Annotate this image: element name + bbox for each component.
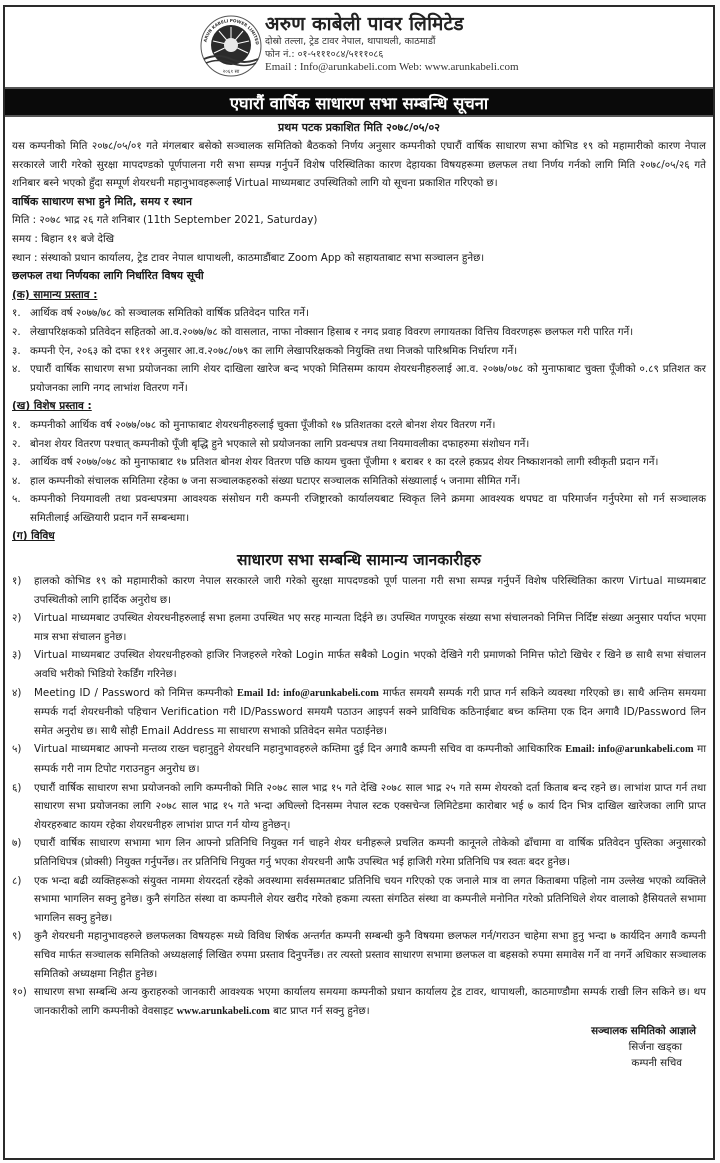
item-number: १. bbox=[12, 418, 21, 431]
meeting-date: मिति : २०७८ भाद्र २६ गते शनिबार (11th September 2021, Saturday) bbox=[12, 214, 318, 227]
item-number: ७) bbox=[12, 837, 22, 850]
meeting-time: समय : बिहान ११ बजे देखि bbox=[12, 232, 115, 245]
list-item bbox=[12, 740, 706, 778]
publication-date: प्रथम पटक प्रकाशित मिति २०७८/०५/०२ bbox=[278, 121, 440, 134]
item-text: एक भन्दा बढी व्यक्तिहरूको संयुक्त नाममा शेयरदर्ता रहेको अवस्थामा सर्वसम्मतबाट प्रतिनिधि चयन गरिएको एक जनाले मात्र वा लगत किताबमा पहिलो नाम उल्लेख भएको व्यक्तिले सभामा भागलिन सक्नु हुनेछ। कुनै संगठित संस्था वा कम्पनीले शेयर खरीद गरेको हकमा त्यस्ता संगठित संस्था वा कम्पनीले मनोनित गरेको प्रतिनिधिले शेयर वालाको हैसियतले सभामा भागलिन सक्नु हुनेछ। bbox=[34, 874, 706, 924]
item-text: कम्पनीको आर्थिक वर्ष २०७७/०७८ को मुनाफाबाट शेयरधनीहरुलाई चुक्ता पूँजीको १७ प्रतिशतका दरले बोनश शेयर वितरण गर्ने। bbox=[30, 418, 496, 431]
item-text: हालको कोभिड १९ को महामारीको कारण नेपाल सरकारले जारी गरेको सुरक्षा मापदण्डको पूर्ण पालना गरी सभा सम्पन्न गर्नुपर्ने विशेष परिस्थितिका कारण Virtual माध्यमबाट उपस्थितीको लागि हार्दिक अनुरोध छ। bbox=[34, 575, 706, 606]
signature-by-order: सञ्चालक समितिको आज्ञाले bbox=[591, 1025, 696, 1038]
item-text-part: मार्फत समयमै सम्पर्क गरी प्राप्त गर्न सकिने व्यवस्था गरिएको छ। साथै अन्तिम समयमा सम्पर्क गर्दा शेयरधनीको पहिचान Verification गरी ID/Password समयमै पठाउन आइपर्न सक्ने प्राविधिक कठिनाईबाट बच्न कम्तिमा एक दिन अगावै ID/Password लिन समेत अनुरोध छ। साथै सोही Email Address मा साधारण सभाको प्रतिवेदन समेत पठाईनेछ। bbox=[34, 686, 706, 737]
list-item bbox=[12, 435, 706, 454]
letterhead bbox=[5, 7, 713, 87]
item-number: ३. bbox=[12, 456, 21, 469]
item-number: ३) bbox=[12, 649, 22, 662]
item-number: १. bbox=[12, 307, 21, 320]
company-info bbox=[265, 13, 519, 74]
item-number: ४) bbox=[12, 686, 22, 699]
item-text: आर्थिक वर्ष २०७७/७८ को सञ्चालक समितिको वार्षिक प्रतिवेदन पारित गर्ने। bbox=[30, 307, 309, 320]
item-number: ४. bbox=[12, 363, 21, 376]
meeting-venue: स्थान : संस्थाको प्रधान कार्यालय, ट्रेड टावर नेपाल थापाथली, काठमाडौंबाट Zoom App को सहायताबाट सभा सञ्चालन हुनेछ। bbox=[12, 251, 485, 264]
list-item bbox=[12, 872, 706, 928]
agenda-heading: छलफल तथा निर्णयका लागि निर्धारित विषय सूची bbox=[12, 269, 204, 283]
item-number: १) bbox=[12, 575, 22, 588]
item-text: Virtual माध्यमबाट उपस्थित शेयरधनीहरुलाई सभा हलमा उपस्थित भए सरह मान्यता दिईने छ। उपस्थित गणपूरक संख्या सभा संचालनको निमित्त निर्दिष्ट संख्या अनुसार पर्याप्त भएमा मात्र सभा संचालन हुनेछ। bbox=[34, 612, 706, 643]
list-item bbox=[12, 360, 706, 397]
item-text-part: Meeting ID / Password को निमित्त कम्पनीको bbox=[34, 686, 238, 699]
list-item bbox=[12, 304, 706, 323]
item-text: एघारौं वार्षिक साधारण सभामा भाग लिन आफ्नो प्रतिनिधि नियुक्त गर्न चाहने शेयर धनीहरूले प्रचलित कम्पनी कानूनले तोकेको ढाँचामा वा वार्षिक प्रतिवेदन पुस्तिका अनुसारको प्रतिनिधिपत्र (प्रोक्सी) नियुक्त गर्नुपर्नेछ। तर प्रतिनिधि नियुक्त गर्नु भएका शेयरधनी आफै उपस्थित भई हाजिरी गरेमा प्रतिनिधि पत्र स्वतः बदर हुनेछ। bbox=[34, 837, 706, 868]
item-number: ४. bbox=[12, 474, 21, 487]
item-text bbox=[34, 983, 706, 1021]
item-number: ८) bbox=[12, 874, 22, 887]
item-number: ६) bbox=[12, 781, 22, 794]
list-item bbox=[12, 490, 706, 527]
misc-heading: (ग) विविध bbox=[12, 530, 55, 543]
list-item bbox=[12, 416, 706, 435]
general-info-title: साधारण सभा सम्बन्धि सामान्य जानकारीहरु bbox=[237, 551, 481, 570]
list-item bbox=[12, 323, 706, 342]
list-item bbox=[12, 983, 706, 1021]
list-item bbox=[12, 342, 706, 361]
item-text: Virtual माध्यमबाट उपस्थित शेयरधनीहरुको हाजिर निजहरुले गरेको Login मार्फत सबैको Login भएको देखिने गरी प्रमाणको निमित्त फोटो खिचेर र खिने छ साथै सभा संचालन अवधि भरीको भिडियो रेकर्डिंग गरिनेछ। bbox=[34, 649, 706, 681]
item-text: कम्पनीको नियमावली तथा प्रवन्धपत्रमा आवश्यक संसोधन गरी कम्पनी रजिष्ट्रारको कार्यालयबाट स्विकृत लिने क्रममा आवश्यक थपघट वा परिमार्जन गर्नुपरेमा सो गर्न सञ्चालक समितीलाई अख्तियारी प्रदान गर्ने सम्बन्धमा। bbox=[30, 493, 706, 524]
item-number: ३. bbox=[12, 344, 21, 357]
item-text: बोनश शेयर वितरण पश्चात् कम्पनीको पूँजी बृद्धि हुने भएकाले सो प्रयोजनका लागि प्रवन्धपत्र तथा नियमावलीका दफाहरुमा संशोधन गर्ने। bbox=[30, 437, 530, 450]
website-link[interactable]: www.arunkabeli.com bbox=[176, 1005, 270, 1017]
company-name: अरुण काबेली पावर लिमिटेड bbox=[265, 13, 464, 35]
item-number: ५. bbox=[12, 493, 21, 506]
company-phone: फोन नं.: ०१-५१११०८४/५१११०८६ bbox=[265, 49, 384, 60]
general-info-list bbox=[12, 572, 706, 1021]
item-number: २) bbox=[12, 612, 22, 625]
signature-block bbox=[12, 1023, 706, 1071]
item-text-part: बाट प्राप्त गर्न सक्नु हुनेछ। bbox=[269, 1004, 370, 1017]
company-logo-icon bbox=[198, 13, 264, 79]
list-item bbox=[12, 646, 706, 683]
list-item bbox=[12, 927, 706, 983]
signatory-name: सिर्जना खड्का bbox=[628, 1041, 682, 1054]
list-item bbox=[12, 472, 706, 491]
notice-frame bbox=[3, 5, 715, 1160]
item-text-part: साधारण सभा सम्बन्धि अन्य कुराहरुको जानकारी आवश्यक भएमा कार्यालय समयमा कम्पनीको प्रधान कार्यालय ट्रेड टावर, थापाथली, काठमाण्डौमा सम्पर्क राखी लिन सकिने छ। थप जानकारीको लागि कम्पनीको वेवसाइट bbox=[34, 986, 706, 1017]
item-text: लेखापरिक्षकको प्रतिवेदन सहितको आ.व.२०७७/७८ को वासलात, नाफा नोक्सान हिसाब र नगद प्रवाह विवरण लगायतका वित्तिय विवरणहरू छलफल गरी पारित गर्ने। bbox=[30, 325, 634, 338]
special-resolution-list bbox=[12, 416, 706, 528]
item-text: आर्थिक वर्ष २०७७/०७८ को मुनाफाबाट १७ प्रतिशत बोनश शेयर वितरण पछि कायम चुक्ता पूँजीमा १ बराबर १ का दरले हकप्रद शेयर निष्काशनको लागी स्वीकृती प्रदान गर्ने। bbox=[30, 456, 659, 469]
email-link[interactable]: Email: info@arunkabeli.com bbox=[565, 744, 694, 756]
logo-text: ARUN KABELI POWER LIMITED bbox=[202, 17, 260, 46]
item-text: एघारौं वार्षिक साधारण सभा प्रयोजनका लागि शेयर दाखिला खारेज बन्द भएको मितिसम्म कायम शेयरधनीहरुलाई आ.व. २०७७/०७८ को मुनाफाबाट चुक्ता पूँजीको ०.८९ प्रतिशत कर प्रयोजनका लागि नगद लाभांश वितरण गर्ने। bbox=[30, 363, 706, 394]
item-number: २. bbox=[12, 437, 21, 450]
list-item bbox=[12, 779, 706, 835]
list-item bbox=[12, 453, 706, 472]
list-item bbox=[12, 572, 706, 609]
item-number: १०) bbox=[12, 986, 27, 999]
item-text-part: मा सम्पर्क गरी नाम टिपोट गराउनहुन अनुरोध छ। bbox=[34, 743, 706, 775]
item-text: कुनै शेयरधनी महानुभावहरुले छलफलका विषयहरू मध्ये विविध शिर्षक अन्तर्गत कम्पनी सम्बन्धी कुनै विषयमा छलफल गर्न/गराउन चाहेमा सभा हुनु भन्दा ७ कार्यदिन अगावै कम्पनी सचिव मार्फत सञ्चालक समितिको अध्यक्षलाई लिखित रुपमा प्रस्ताव दिनुपर्नेछ। तर त्यस्तो प्रस्ताव साधारण सभामा छलफल वा बहसको रुपमा समावेस गर्ने वा नगर्ने अधिकार सञ्चालक समितिको अध्यक्षमा निहीत हुनेछ। bbox=[34, 930, 706, 980]
item-number: ९) bbox=[12, 930, 22, 943]
list-item bbox=[12, 834, 706, 871]
general-resolution-list bbox=[12, 304, 706, 397]
list-item bbox=[12, 609, 706, 646]
list-item bbox=[12, 684, 706, 741]
special-resolution-heading: (ख) विशेष प्रस्ताव : bbox=[12, 400, 92, 413]
notice-title-banner: एघारौं वार्षिक साधारण सभा सम्बन्धि सूचना bbox=[5, 87, 713, 117]
item-number: २. bbox=[12, 325, 21, 338]
email-link[interactable]: Email Id: info@arunkabeli.com bbox=[237, 687, 379, 699]
logo-year: २०६१ सा bbox=[222, 69, 240, 75]
company-contact: Email : Info@arunkabeli.com Web: www.arunkabeli.com bbox=[265, 61, 519, 73]
company-address: दोस्रो तल्ला, ट्रेड टावर नेपाल, थापाथली, काठमाडौं bbox=[265, 36, 436, 47]
item-text: एघारौं वार्षिक साधारण सभा प्रयोजनको लागि कम्पनीको मिति २०७८ साल भाद्र १५ गते देखि २०७८ साल भाद्र २५ गते सम्म शेयरको दर्ता किताब बन्द रहने छ। लाभांश प्राप्त गर्न तथा साधारण सभा प्रयोजनका लागि २०७८ साल भाद्र १५ गते भन्दा अघिल्लो दिनसम्म नेपाल स्टक एक्सचेन्ज लिमिटेडमा कारोबार भई ७ कार्य दिन भित्र दाखिल खारेजका लागि प्राप्त शेयरहरुबाट कायम रहेका शेयरधनीहरु लाभांश प्राप्त गर्न योग्य हुनेछन्। bbox=[34, 781, 706, 831]
item-number: ५) bbox=[12, 743, 22, 756]
general-resolution-heading: (क) सामान्य प्रस्ताव : bbox=[12, 288, 98, 301]
notice-body bbox=[5, 117, 713, 1071]
signatory-designation: कम्पनी सचिव bbox=[631, 1057, 682, 1070]
item-text bbox=[34, 684, 706, 741]
item-text-part: Virtual माध्यमबाट आफ्नो मन्तव्य राख्न चहानुहुने शेयरधनि महानुभावहरुले कम्तिमा दुई दिन अगावै कम्पनी सचिव वा कम्पनीको आधिकारिक bbox=[34, 743, 566, 756]
item-text: कम्पनी ऐन, २०६३ को दफा १११ अनुसार आ.व.२०७८/०७९ का लागि लेखापरिक्षकको नियुक्ति तथा निजको पारिश्रमिक निर्धारण गर्ने। bbox=[30, 344, 518, 357]
item-text: हाल कम्पनीको संचालक समितिमा रहेका ७ जना सञ्चालकहरुको संख्या घटाएर सञ्चालक समितिको संख्यालाई ५ जनामा सीमित गर्ने। bbox=[30, 474, 521, 487]
intro-paragraph: यस कम्पनीको मिति २०७८/०५/०१ गते मंगलबार बसेको सञ्चालक समितिको बैठकको निर्णय अनुसार कम्पनीको एघारौं वार्षिक साधारण सभा कोभिड १९ को महामारीको कारण नेपाल सरकारले जारी गरेको सुरक्षा मापदण्डको पूर्णपालना गरी सभा सम्पन्न गर्नुपर्ने विशेष परिस्थितिका कारण देहायका विषयहरूमा छलफल तथा निर्णय गर्नको लागि मिति २०७८/०५/२६ गते शनिबार बस्ने भएको हुँदा सम्पूर्ण शेयरधनी महानुभावहरूलाई Virtual माध्यमबाट उपस्थितिको लागि यो सूचना प्रकाशित गरिएको छ। bbox=[12, 140, 706, 190]
meeting-heading: वार्षिक साधारण सभा हुने मिति, समय र स्थान bbox=[12, 194, 193, 208]
item-text bbox=[34, 740, 706, 778]
